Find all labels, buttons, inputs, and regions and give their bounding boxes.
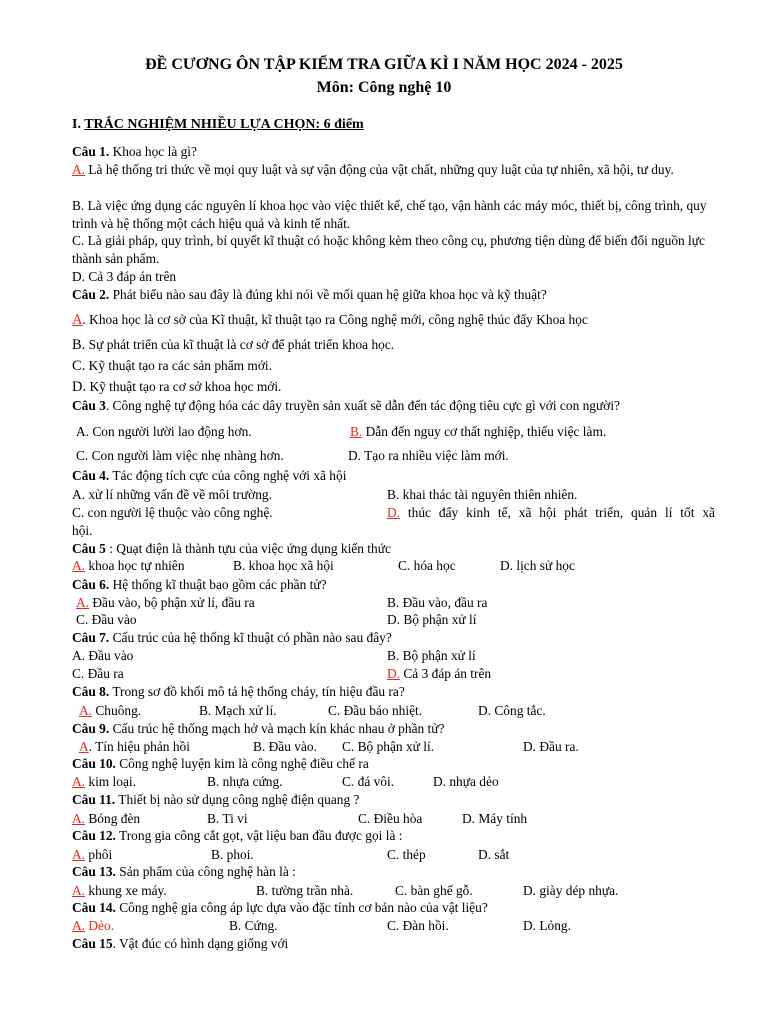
option-text: Kỹ thuật tạo ra cơ sở khoa học mới. (86, 379, 282, 394)
answer-marker: A. (72, 847, 86, 862)
q8-option-a (79, 702, 141, 720)
q4-option-d (387, 504, 715, 522)
option-text: Kỹ thuật tạo ra các sản phẩm mới. (85, 358, 272, 373)
question-4 (72, 467, 715, 485)
q14-option-d: D. Lỏng. (523, 918, 571, 933)
answer-marker: A. (72, 774, 86, 789)
question-11 (72, 791, 715, 809)
question-number: Câu 6. (72, 577, 110, 592)
q12-option-d: D. sắt (478, 847, 510, 862)
option-text: khung xe máy. (85, 883, 167, 898)
option-text: phôi (85, 847, 113, 862)
option-text: Là hệ thống tri thức về mọi quy luật và sự vận động của vật chất, những quy luật của tự nhiên, xã hội, tư duy. (85, 162, 674, 177)
answer-marker: D. (387, 505, 401, 520)
answer-marker: A. (72, 811, 86, 826)
answer-marker: A. (79, 703, 93, 718)
question-number: Câu 7. (72, 630, 110, 645)
q6-option-d: D. Bộ phận xử lí (387, 612, 477, 627)
option-letter: D. (72, 379, 87, 395)
option-text: Sự phát triển của kĩ thuật là cơ sở để phát triển khoa học. (85, 337, 395, 352)
q9-option-c: C. Bộ phận xử lí. (342, 739, 435, 754)
section-heading (72, 116, 364, 134)
q13-option-b: B. tường trần nhà. (256, 883, 354, 898)
q7-option-c: C. Đầu ra (72, 666, 124, 681)
q1-option-a (72, 161, 715, 179)
question-text: . Công nghệ tự động hóa các dây truyền sản xuất sẽ dẫn đến tác động tiêu cực gì với con người? (105, 398, 620, 413)
q5-option-a (72, 557, 185, 575)
q3-option-d: D. Tạo ra nhiều việc làm mới. (348, 448, 509, 463)
question-number: Câu 11. (72, 792, 116, 807)
answer-marker: A. (72, 558, 86, 573)
q10-option-a (72, 773, 136, 791)
q3-option-a: A. Con người lười lao động hơn. (76, 424, 252, 439)
question-10 (72, 755, 715, 773)
question-text: Hệ thống kĩ thuật bao gồm các phần tử? (109, 577, 327, 592)
q6-option-a (76, 594, 255, 612)
q7-option-b: B. Bộ phận xử lí (387, 648, 476, 663)
answer-marker: A. (72, 918, 86, 933)
q1-option-d: D. Cả 3 đáp án trên (72, 269, 177, 284)
question-5 (72, 540, 715, 558)
question-number: Câu 4. (72, 468, 110, 483)
option-text: Cả 3 đáp án trên (400, 666, 492, 681)
question-8 (72, 683, 715, 701)
q12-option-b: B. phoi. (211, 847, 254, 862)
q14-option-a (72, 917, 114, 935)
q10-option-c: C. đá vôi. (342, 774, 395, 789)
q9-option-b: B. Đầu vào. (253, 739, 317, 754)
q2-option-d (72, 378, 715, 397)
question-number: Câu 14. (72, 900, 116, 915)
document-title: ĐỀ CƯƠNG ÔN TẬP KIỂM TRA GIỮA KÌ I NĂM HỌC 2024 - 2025 (145, 56, 623, 73)
q4-option-c: C. con người lệ thuộc vào công nghệ. (72, 505, 273, 520)
q13-option-d: D. giày dép nhựa. (523, 883, 619, 898)
option-text: . Tín hiệu phản hồi (88, 739, 190, 754)
q14-option-c: C. Đàn hồi. (387, 918, 449, 933)
question-text: Khoa học là gì? (109, 144, 197, 159)
question-text: Trong gia công cắt gọt, vật liệu ban đầu được gọi là : (115, 828, 403, 843)
question-number: Câu 1. (72, 144, 110, 159)
question-number: Câu 10. (72, 756, 116, 771)
answer-marker: A. (72, 162, 86, 177)
question-number: Câu 8. (72, 684, 110, 699)
q10-option-b: B. nhựa cứng. (207, 774, 283, 789)
question-3 (72, 397, 715, 415)
question-text: Sản phẩm của công nghệ hàn là : (115, 864, 296, 879)
question-number: Câu 12. (72, 828, 116, 843)
q5-option-d: D. lịch sử học (500, 558, 575, 573)
q7-option-a: A. Đầu vào (72, 648, 134, 663)
answer-marker: A (79, 739, 89, 754)
q2-option-a (72, 311, 715, 330)
q13-option-c: C. bàn ghế gỗ. (395, 883, 473, 898)
question-number: Câu 3 (72, 398, 106, 413)
question-15 (72, 935, 715, 953)
q8-option-c: C. Đầu báo nhiệt. (328, 703, 423, 718)
question-number: Câu 2. (72, 287, 110, 302)
question-7 (72, 629, 715, 647)
q13-option-a (72, 882, 167, 900)
q4-option-d-continued: hội. (72, 523, 93, 538)
question-text: Cấu trúc của hệ thống kĩ thuật có phần nào sau đây? (109, 630, 392, 645)
question-1 (72, 143, 715, 161)
question-6 (72, 576, 715, 594)
option-text: khoa học tự nhiên (85, 558, 185, 573)
q11-option-b: B. Ti vi (207, 811, 248, 826)
q10-option-d: D. nhựa dẻo (433, 774, 499, 789)
q4-option-a: A. xử lí những vấn đề về môi trường. (72, 487, 272, 502)
answer-marker: A. (72, 883, 86, 898)
q7-option-d (387, 665, 491, 683)
q8-option-b: B. Mạch xử lí. (199, 703, 277, 718)
option-text: Dẫn đến nguy cơ thất nghiệp, thiếu việc làm. (362, 424, 607, 439)
section-label: TRẮC NGHIỆM NHIỀU LỰA CHỌN: 6 điểm (84, 117, 364, 132)
question-number: Câu 13. (72, 864, 116, 879)
question-text: . Vật đúc có hình dạng giống với (112, 936, 289, 951)
question-text: Phát biểu nào sau đây là đúng khi nói về mối quan hệ giữa khoa học và kỹ thuật? (109, 287, 547, 302)
q11-option-a (72, 810, 140, 828)
answer-marker: A (72, 312, 83, 328)
option-text: Dẻo. (85, 918, 115, 933)
question-text: Công nghệ luyện kim là công nghệ điều chế ra (115, 756, 369, 771)
q9-option-d: D. Đầu ra. (523, 739, 579, 754)
question-number: Câu 5 (72, 541, 106, 556)
question-text: Trong sơ đồ khối mô tả hệ thống cháy, tín hiệu đầu ra? (109, 684, 405, 699)
answer-marker: D. (387, 666, 401, 681)
question-text: : Quạt điện là thành tựu của việc ứng dụng kiến thức (105, 541, 391, 556)
q2-option-b (72, 336, 715, 355)
option-letter: B. (72, 337, 86, 353)
q11-option-d: D. Máy tính (462, 811, 528, 826)
question-number: Câu 9. (72, 721, 110, 736)
q1-option-c: C. Là giải pháp, quy trình, bí quyết kĩ thuật có hoặc không kèm theo công cụ, phương tiện dùng để biến đổi nguồn lực thành sản phẩm. (72, 233, 705, 266)
question-number: Câu 15 (72, 936, 113, 951)
section-number: I. (72, 117, 81, 132)
question-text: Thiết bị nào sử dụng công nghệ điện quang ? (115, 792, 360, 807)
q8-option-d: D. Công tắc. (478, 703, 546, 718)
q12-option-a (72, 846, 112, 864)
option-text: thúc đẩy kinh tế, xã hội phát triển, quản lí tốt xã (400, 505, 715, 520)
question-13 (72, 863, 715, 881)
q3-option-c: C. Con người làm việc nhẹ nhàng hơn. (76, 448, 284, 463)
option-text: Đầu vào, bộ phận xử lí, đầu ra (89, 595, 255, 610)
question-12 (72, 827, 715, 845)
option-text: kim loại. (85, 774, 136, 789)
question-text: Cấu trúc hệ thống mạch hở và mạch kín khác nhau ở phần tử? (109, 721, 445, 736)
q9-option-a (79, 738, 190, 756)
q14-option-b: B. Cứng. (229, 918, 278, 933)
option-letter: C. (72, 358, 86, 374)
q4-option-b: B. khai thác tài nguyên thiên nhiên. (387, 487, 578, 502)
q5-option-b: B. khoa học xã hội (233, 558, 334, 573)
q6-option-c: C. Đầu vào (76, 612, 137, 627)
subject-title: Môn: Công nghệ 10 (316, 79, 452, 96)
q1-option-b: B. Là việc ứng dụng các nguyên lí khoa học vào việc thiết kế, chế tạo, vận hành các máy móc, thiết bị, công trình, quy trình và hệ thống một cách hiệu quả và kinh tế nhất. (72, 198, 707, 231)
answer-marker: A. (76, 595, 90, 610)
option-text: . Khoa học là cơ sở của Kĩ thuật, kĩ thuật tạo ra Công nghệ mới, công nghệ thúc đẩy Khoa học (82, 312, 588, 327)
q3-option-b (350, 423, 606, 441)
q2-option-c (72, 357, 715, 376)
q12-option-c: C. thép (387, 847, 426, 862)
q11-option-c: C. Điều hòa (358, 811, 423, 826)
question-14 (72, 899, 715, 917)
question-9 (72, 720, 715, 738)
question-text: Công nghệ gia công áp lực dựa vào đặc tính cơ bản nào của vật liệu? (115, 900, 488, 915)
answer-marker: B. (350, 424, 363, 439)
option-text: Bóng đèn (85, 811, 141, 826)
q5-option-c: C. hóa học (398, 558, 456, 573)
option-text: Chuông. (92, 703, 142, 718)
q6-option-b: B. Đầu vào, đầu ra (387, 595, 488, 610)
question-2 (72, 286, 715, 304)
question-text: Tác động tích cực của công nghệ với xã hội (109, 468, 347, 483)
